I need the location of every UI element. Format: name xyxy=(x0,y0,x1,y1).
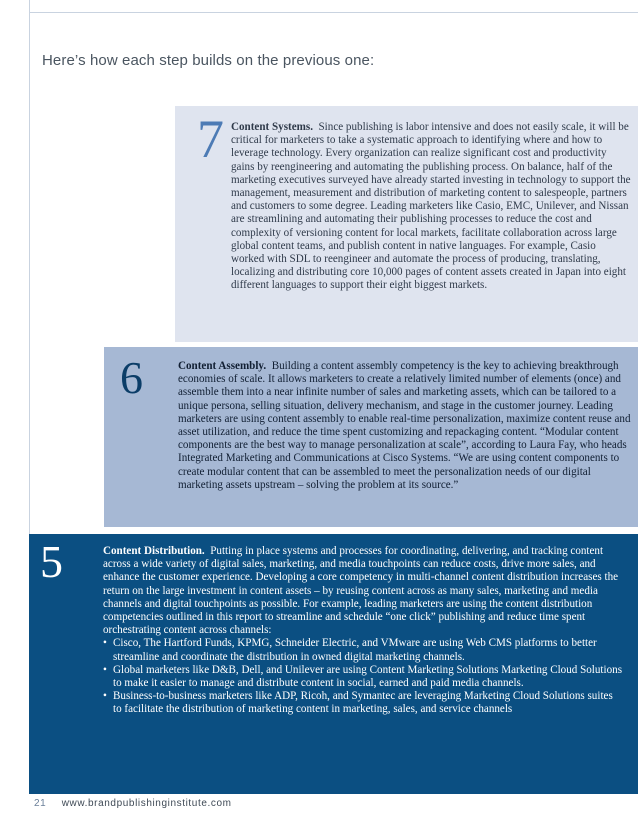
step-body: Putting in place systems and processes for coordinating, delivering, and tracking content across a wide variety of digital sales, marketing, and media touchpoints can reduce costs, drive more sales, and enhance the customer experience. Developing a core competency in multi-channel content distribution increases the return on the large investment in content assets – by reusing content across as many sales, marketing and media channels and digital touchpoints as possible. For example, leading marketers are using the content distribution competencies outlined in this report to streamline and schedule “one click” publishing and reduce time spent orchestrating content across channels: xyxy=(103,545,619,637)
intro-heading: Here’s how each step builds on the previous one: xyxy=(42,52,375,69)
step-text xyxy=(178,360,633,492)
step-text xyxy=(231,121,631,293)
bullet-list xyxy=(103,637,623,716)
page-left-rule xyxy=(0,0,30,794)
step-7-panel xyxy=(175,106,638,342)
step-number: 7 xyxy=(197,109,224,169)
step-title: Content Distribution. xyxy=(103,545,205,557)
step-text xyxy=(103,545,623,717)
list-item: • Global marketers like D&B, Dell, and Unilever are using Content Marketing Solutions Marketing Cloud Solutions to make it easier to manage and distribute content in social, earned and paid media channels. xyxy=(103,664,623,690)
list-item: • Cisco, The Hartford Funds, KPMG, Schneider Electric, and VMware are using Web CMS platforms to better streamline and coordinate the distribution in owned digital marketing channels. xyxy=(103,637,623,663)
page-top-rule xyxy=(29,0,638,13)
step-6-panel xyxy=(104,347,638,527)
step-number: 5 xyxy=(40,536,63,587)
step-body: Since publishing is labor intensive and does not easily scale, it will be critical for marketers to take a systematic approach to identifying where and how to leverage technology. Every organization can realize significant cost and productivity gains by reengineering and automating the publishing process. On balance, half of the marketing executives surveyed have already started investing in technology to support the management, measurement and distribution of marketing content to salespeople, partners and customers to some degree. Leading marketers like Casio, EMC, Unilever, and Nissan are streamlining and automating their publishing processes to reduce the cost and complexity of versioning content for local markets, facilitate collaboration across large global content teams, and publish content in native languages. For example, Casio worked with SDL to reengineer and automate the process of producing, translating, localizing and distributing core 10,000 pages of content assets created in Japan into eight different languages to support their eight biggest markets. xyxy=(231,121,631,292)
page-footer xyxy=(34,798,232,809)
page-number: 21 xyxy=(34,798,47,809)
step-body: Building a content assembly competency is the key to achieving breakthrough economies of scale. It allows marketers to create a relatively limited number of elements (once) and assemble them into a near infinite number of sales and marketing assets, which can be tailored to a unique persona, selling situation, delivery mechanism, and stage in the customer journey. Leading marketers are using content assembly to enable real-time personalization, maximize content reuse and asset utilization, and reduce the time spent customizing and repackaging content. “Modular content components are the best way to manage personalization at scale”, according to Laura Fay, who heads Integrated Marketing and Communications at Cisco Systems. “We are using content components to create modular content that can be assembled to meet the personalization needs of our digital marketing assets upstream – solving the problem at its source.” xyxy=(178,360,631,491)
list-item: • Business-to-business marketers like ADP, Ricoh, and Symantec are leveraging Marketing Cloud Solutions suites to facilitate the distribution of marketing content in marketing, sales, and service channels xyxy=(103,690,623,716)
step-title: Content Assembly. xyxy=(178,360,267,372)
step-title: Content Systems. xyxy=(231,121,313,133)
footer-url: www.brandpublishinginstitute.com xyxy=(61,798,232,809)
step-number: 6 xyxy=(120,352,143,403)
step-5-panel xyxy=(29,534,638,794)
